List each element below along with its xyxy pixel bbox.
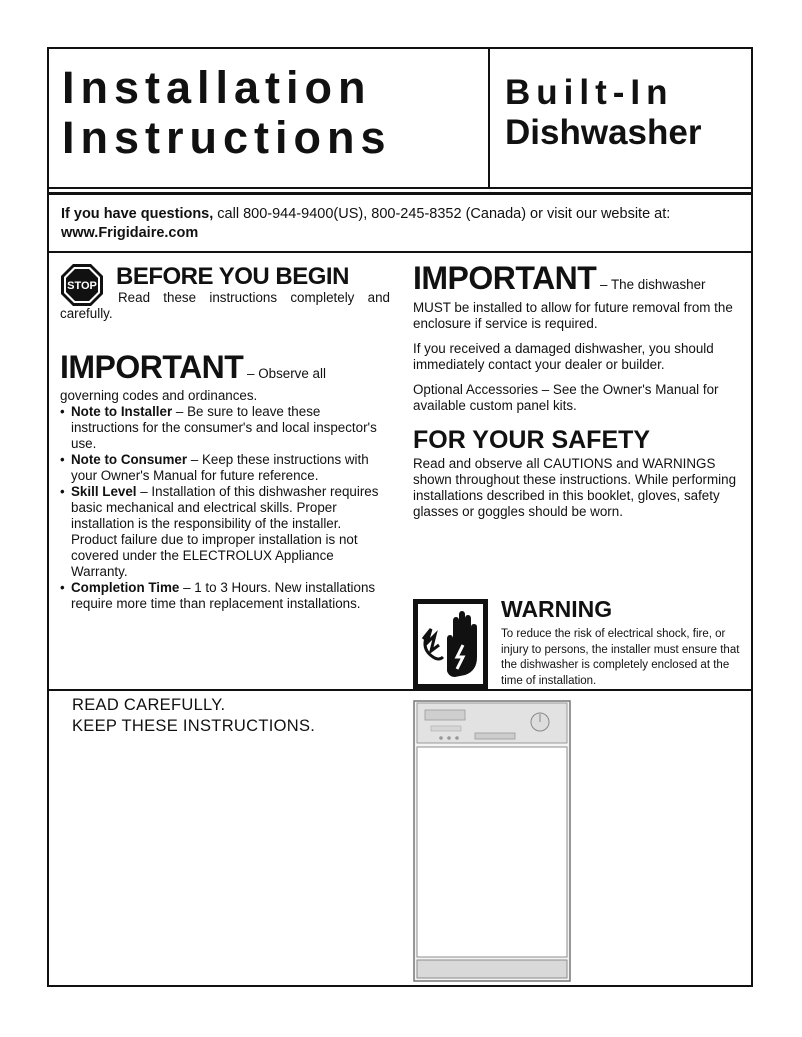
header-title-cell <box>49 49 490 187</box>
product-line-1: Built-In <box>505 73 674 112</box>
warning-text: To reduce the risk of electrical shock, fire, or injury to persons, the installer must ensure that the dishwasher is completely enclosed at the time of installation. <box>501 628 740 687</box>
title-line-2: Instructions <box>62 112 392 163</box>
important-left-block <box>60 349 390 612</box>
header-product-cell <box>490 49 753 187</box>
note-text: – Installation of this dishwasher requires basic mechanical and electrical skills. Proper installation is the responsibility of the installer. Product failure due to improper installation is not covered under the ELECTROLUX Appliance Warranty. <box>71 484 379 579</box>
list-item <box>60 404 390 452</box>
document-frame <box>47 47 753 987</box>
note-title: Note to Consumer <box>71 452 188 467</box>
dishwasher-illustration <box>413 700 571 982</box>
product-line-2: Dishwasher <box>505 113 702 152</box>
note-text: – 1 to 3 Hours. New installations require more time than replacement installations. <box>71 580 376 611</box>
read-carefully-line-1: READ CAREFULLY. <box>72 696 226 714</box>
contact-info <box>61 205 741 243</box>
before-you-begin-heading: BEFORE YOU BEGIN <box>116 263 349 290</box>
read-carefully-note <box>72 695 315 737</box>
important-left-text: governing codes and ordinances. <box>60 388 258 403</box>
header-rule-thick <box>49 192 751 195</box>
important-right-text: MUST be installed to allow for future removal from the enclosure if service is required. <box>413 300 733 331</box>
contact-text: call 800-944-9400(US), 800-245-8352 (Canada) or visit our website at: <box>213 206 671 222</box>
contact-rule <box>49 251 751 253</box>
important-right-heading: IMPORTANT <box>413 260 597 296</box>
important-right-dash: – The dishwasher <box>596 277 706 292</box>
for-your-safety-text: Read and observe all CAUTIONS and WARNINGS shown throughout these instructions. While performing installations described in this booklet, gloves, safety glasses or goggles should be worn. <box>413 456 737 519</box>
electrical-shock-hand-icon <box>413 599 488 689</box>
list-item <box>60 580 390 612</box>
stop-sign-label: STOP <box>67 280 97 292</box>
list-item <box>60 484 390 580</box>
note-title: Note to Installer <box>71 404 173 419</box>
note-text: – Keep these instructions with your Owner's Manual for future reference. <box>71 452 369 483</box>
website-link[interactable]: www.Frigidaire.com <box>61 225 199 241</box>
title-line-1: Installation <box>62 62 372 113</box>
section-divider <box>49 689 751 691</box>
important-left-heading: IMPORTANT <box>60 349 244 385</box>
note-title: Completion Time <box>71 580 180 595</box>
product-name <box>505 73 701 153</box>
read-carefully-line-2: KEEP THESE INSTRUCTIONS. <box>72 717 316 735</box>
before-you-begin-text: Read these instructions completely and carefully. <box>60 290 390 321</box>
for-your-safety-heading: FOR YOUR SAFETY <box>413 426 651 454</box>
note-title: Skill Level <box>71 484 137 499</box>
right-column <box>413 260 745 529</box>
notes-list <box>60 404 390 612</box>
optional-accessories-text: Optional Accessories – See the Owner's Manual for available custom panel kits. <box>413 382 719 413</box>
document-title <box>62 63 392 163</box>
list-item <box>60 452 390 484</box>
note-text: – Be sure to leave these instructions for the consumer's and local inspector's use. <box>71 404 377 451</box>
header-rule-thin <box>49 187 751 189</box>
warning-heading: WARNING <box>501 596 613 622</box>
important-left-dash: – Observe all <box>243 366 326 381</box>
damaged-dishwasher-text: If you received a damaged dishwasher, you should immediately contact your dealer or builder. <box>413 341 714 372</box>
warning-box <box>413 596 749 689</box>
contact-lead: If you have questions, <box>61 206 214 222</box>
